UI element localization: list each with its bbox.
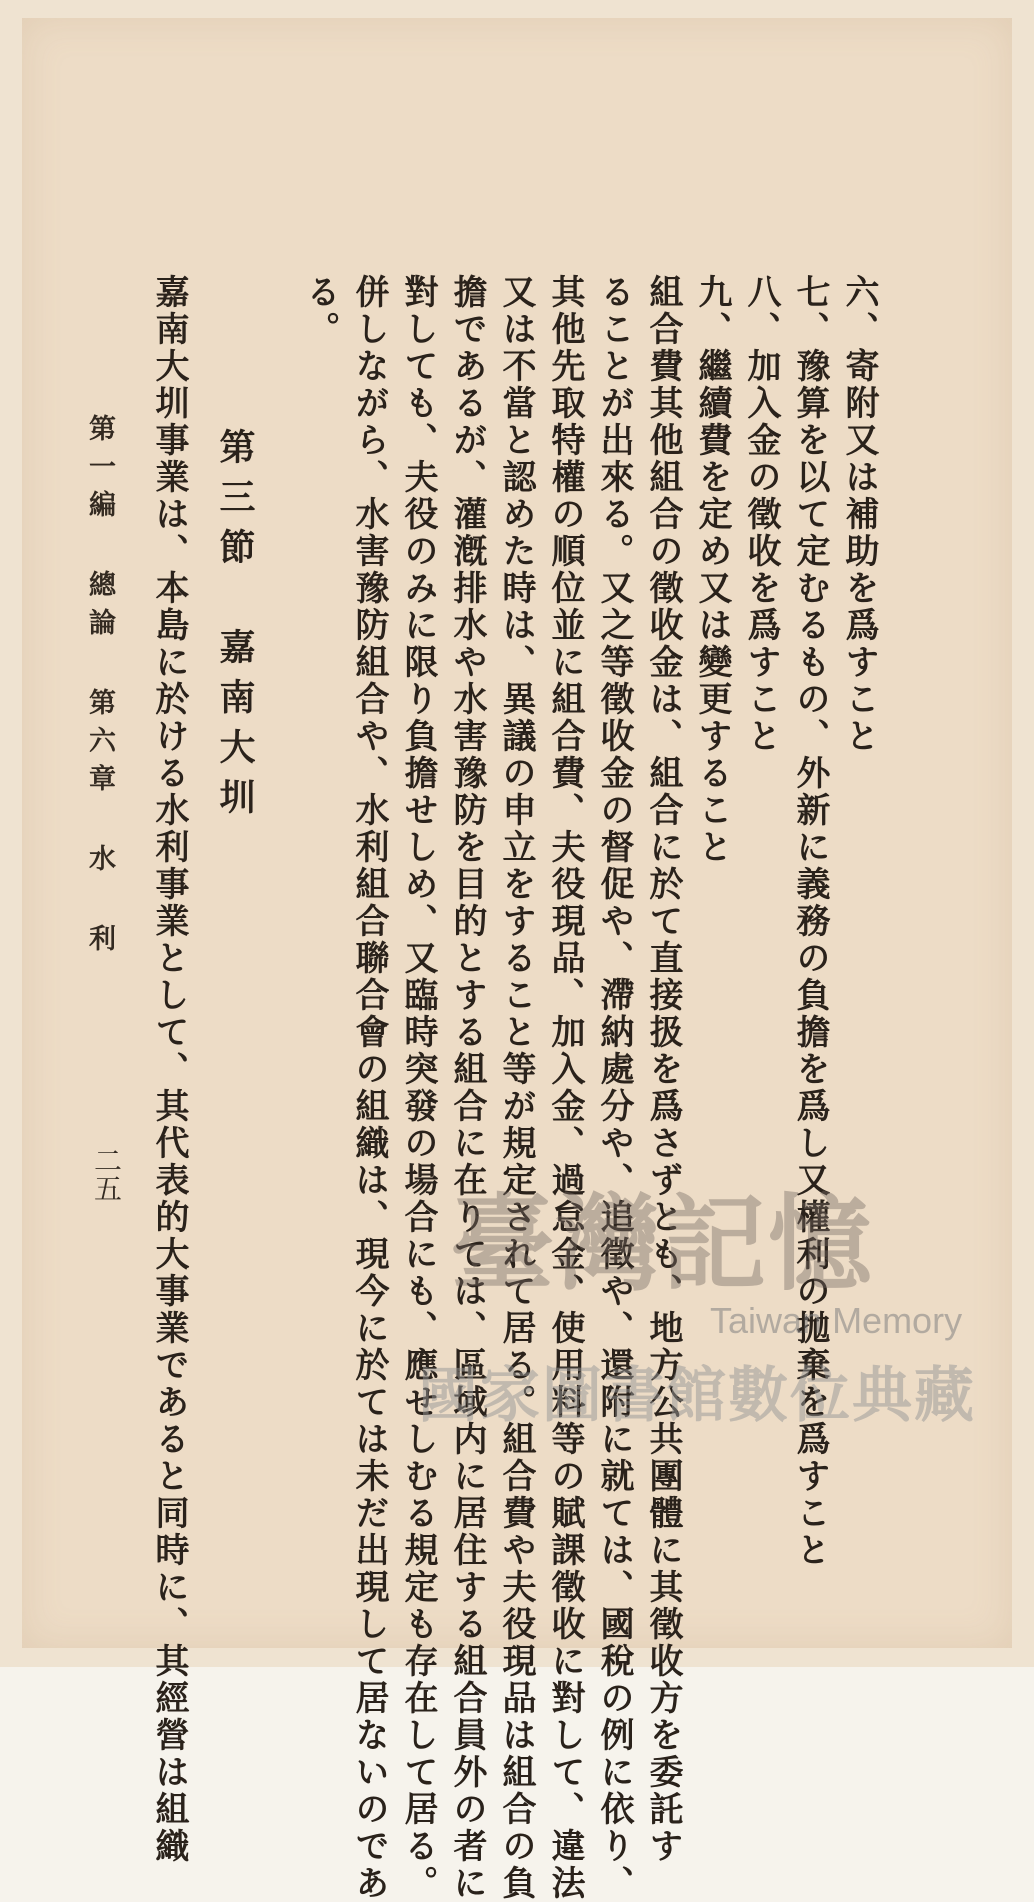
- body-column-12: る。: [300, 274, 340, 348]
- body-column-6: ることが出來る。又之等徵收金の督促や、滯納處分や、追徵や、還附に就ては、國稅の例に依り、: [594, 274, 634, 1902]
- body-column-11: 併しながら、水害豫防組合や、水利組合聯合會の組織は、現今に於ては未だ出現して居ないのであ: [349, 274, 389, 1902]
- body-column-8: 又は不當と認めた時は、異議の申立をすること等が規定されて居る。組合費や夫役現品は組合の負: [496, 274, 536, 1902]
- page-number: 二五: [90, 1146, 123, 1202]
- watermark-english: Taiwan Memory: [710, 1300, 963, 1341]
- running-footer: 第一編 總論 第六章 水 利: [84, 414, 115, 962]
- body-column-9: 擔であるが、灌漑排水や水害豫防を目的とする組合に在りては、區域内に居住する組合員外の者に: [447, 274, 487, 1902]
- section-heading: 第三節 嘉南大圳: [214, 428, 256, 828]
- body-column-5: 組合費其他組合の徵收金は、組合に於て直接扱を爲さずとも、地方公共團體に其徵收方を委託す: [643, 274, 683, 1865]
- watermark-subtitle: 國家圖書館數位典藏: [418, 1362, 976, 1429]
- body-column-13: 嘉南大圳事業は、本島に於ける水利事業として、其代表的大事業であると同時に、其經營は組織: [149, 274, 189, 1865]
- body-column-10: 對しても、夫役のみに限り負擔せしめ、又臨時突發の場合にも、應せしむる規定も存在して居る。: [398, 274, 438, 1902]
- body-column-3: 八、加入金の徵收を爲すこと: [741, 274, 781, 755]
- body-column-2: 七、豫算を以て定むるもの、外新に義務の負擔を爲し又權利の拋棄を爲すこと: [790, 274, 830, 1569]
- body-column-7: 其他先取特權の順位並に組合費、夫役現品、加入金、過怠金、使用料等の賦課徵收に對して、違法: [545, 274, 585, 1902]
- watermark-logo: 臺灣記憶: [450, 1182, 875, 1305]
- body-column-1: 六、寄附又は補助を爲すこと: [839, 274, 879, 755]
- body-column-4: 九、繼續費を定め又は變更すること: [692, 274, 732, 866]
